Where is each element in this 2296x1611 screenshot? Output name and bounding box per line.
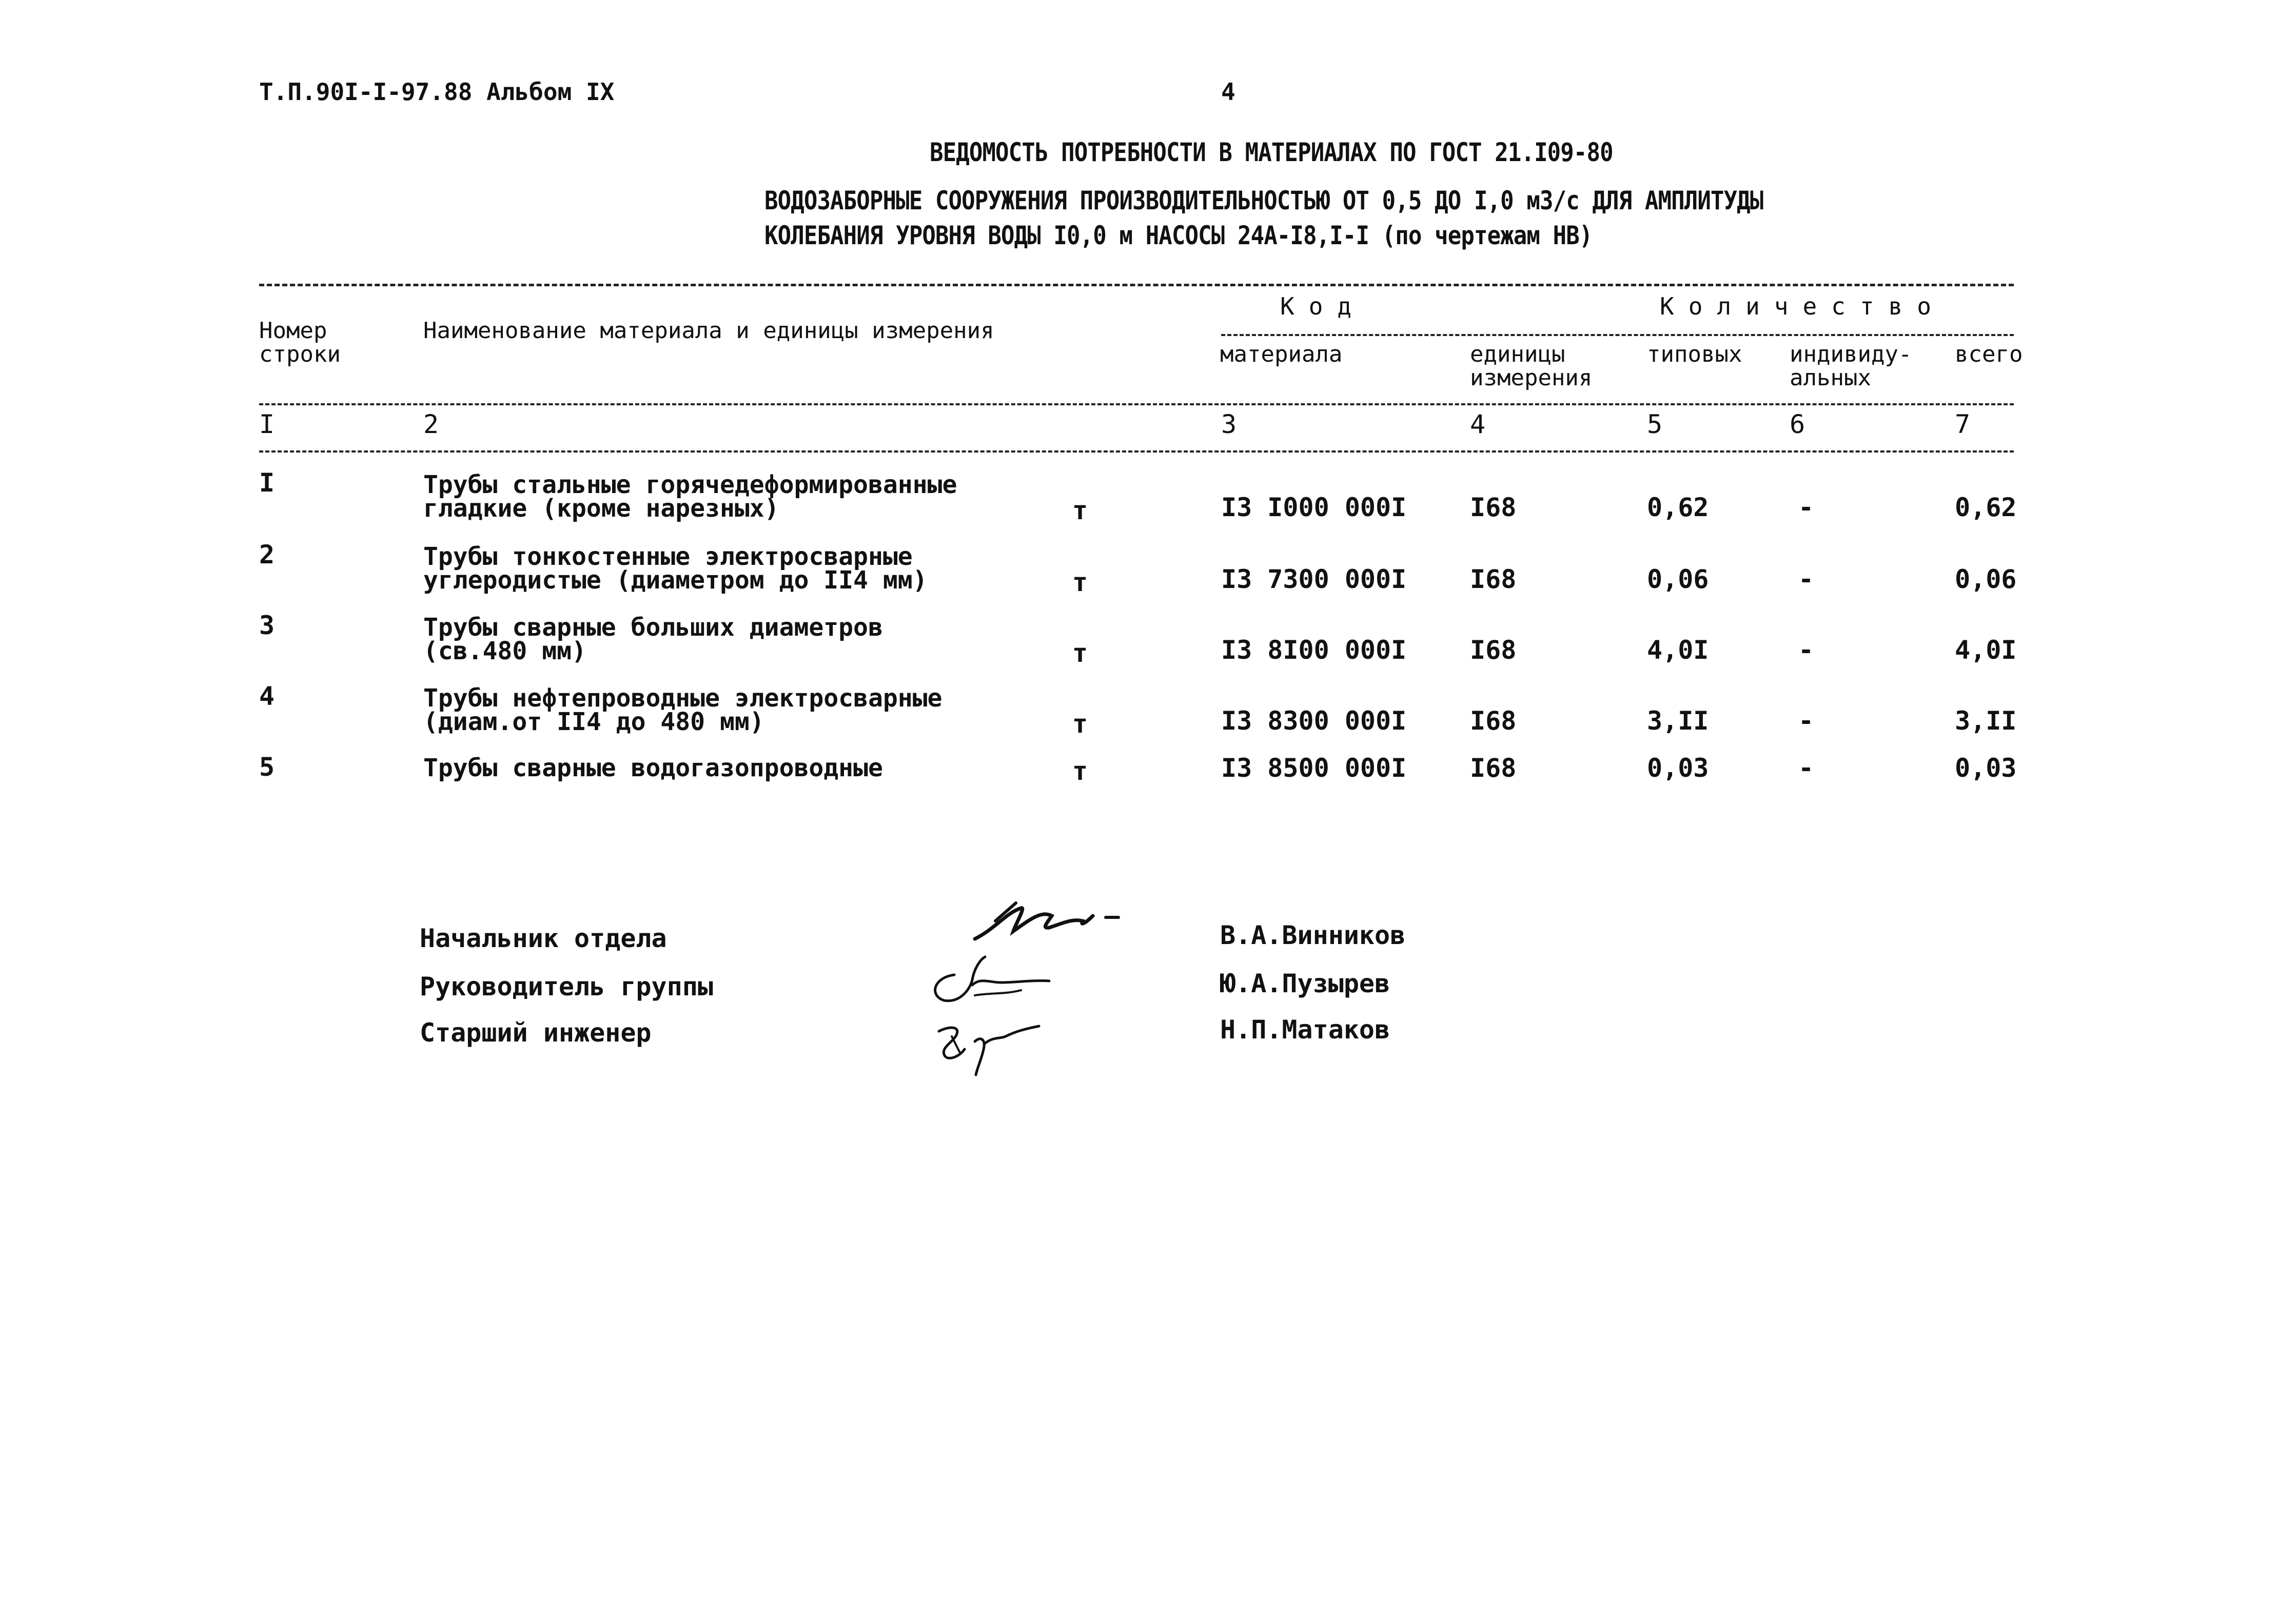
handwritten-signature-1: [965, 893, 1139, 949]
material-name-line2: (диам.от II4 до 480 мм): [423, 708, 764, 736]
material-name-line2: (св.480 мм): [423, 637, 586, 665]
signature-role: Старший инженер: [420, 1018, 652, 1048]
header-row-number-line2: строки: [259, 341, 341, 367]
header-qty-individual-line2: альных: [1790, 365, 1871, 391]
header-code-material: материала: [1220, 341, 1343, 367]
material-code: I3 I000 000I: [1221, 493, 1407, 522]
material-name-line1: Трубы тонкостенные электросварные: [423, 542, 913, 571]
document-reference: Т.П.90I-I-97.88 Альбом IX: [259, 78, 615, 106]
qty-individual: -: [1798, 564, 1814, 594]
handwritten-signature-3: [929, 1016, 1062, 1083]
material-name-line1: Трубы нефтепроводные электросварные: [423, 684, 943, 713]
material-code: I3 8300 000I: [1221, 706, 1407, 736]
material-name: [423, 613, 883, 665]
unit-code: I68: [1470, 635, 1517, 665]
qty-individual: -: [1798, 753, 1814, 783]
row-number: 2: [259, 540, 275, 569]
header-row-number: [259, 319, 341, 366]
unit-code: I68: [1470, 753, 1517, 783]
header-qty-individual-line1: индивиду-: [1790, 341, 1912, 367]
qty-typical: 0,03: [1647, 753, 1709, 783]
unit: т: [1072, 567, 1088, 597]
row-number: 3: [259, 611, 275, 640]
header-code-unit-line2: измерения: [1470, 365, 1593, 391]
handwritten-signature-2: [924, 954, 1077, 1016]
header-group-rule: [1221, 334, 2014, 336]
header-code-unit: [1470, 343, 1592, 390]
qty-individual: -: [1798, 493, 1814, 522]
material-name-line1: Трубы сварные водогазопроводные: [423, 754, 883, 782]
column-number: 3: [1221, 409, 1237, 439]
unit-code: I68: [1470, 564, 1517, 594]
qty-typical: 4,0I: [1647, 635, 1709, 665]
header-qty-total: всего: [1955, 341, 2023, 367]
header-qty-individual: [1790, 343, 1912, 390]
unit-code: I68: [1470, 493, 1517, 522]
qty-total: 0,03: [1955, 753, 2017, 783]
qty-individual: -: [1798, 706, 1814, 736]
header-qty-typical: типовых: [1647, 341, 1742, 367]
row-number: I: [259, 468, 275, 498]
material-code: I3 7300 000I: [1221, 564, 1407, 594]
signatory-name: Ю.А.Пузырев: [1220, 969, 1390, 998]
qty-typical: 0,62: [1647, 493, 1709, 522]
page-number: 4: [1221, 78, 1235, 106]
header-rule: [259, 403, 2014, 405]
unit: т: [1072, 496, 1088, 525]
signature-role: Начальник отдела: [420, 924, 667, 953]
document-subtitle-line1: ВОДОЗАБОРНЫЕ СООРУЖЕНИЯ ПРОИЗВОДИТЕЛЬНОСТЬЮ ОТ 0,5 ДО I,0 м3/с ДЛЯ АМПЛИТУДЫ: [764, 186, 1763, 215]
material-code: I3 8I00 000I: [1221, 635, 1407, 665]
column-number: 4: [1470, 409, 1486, 439]
table-top-rule: [259, 284, 2014, 286]
column-number: 6: [1790, 409, 1806, 439]
material-name: [423, 470, 957, 523]
qty-total: 3,II: [1955, 706, 2017, 736]
row-number: 5: [259, 752, 275, 782]
qty-individual: -: [1798, 635, 1814, 665]
column-number: 2: [423, 409, 439, 439]
signatory-name: В.А.Винников: [1220, 920, 1406, 950]
qty-typical: 0,06: [1647, 564, 1709, 594]
header-quantity-group: Количество: [1660, 292, 1946, 320]
material-name: [423, 686, 942, 734]
header-row-number-line1: Номер: [259, 318, 327, 344]
unit: т: [1072, 638, 1088, 668]
qty-total: 0,62: [1955, 493, 2017, 522]
unit-code: I68: [1470, 706, 1517, 736]
column-number: 7: [1955, 409, 1971, 439]
qty-total: 0,06: [1955, 564, 2017, 594]
header-code-unit-line1: единицы: [1470, 341, 1565, 367]
material-code: I3 8500 000I: [1221, 753, 1407, 783]
header-material-name: Наименование материала и единицы измерения: [423, 318, 994, 344]
signature-role: Руководитель группы: [420, 972, 713, 1001]
material-name: [423, 756, 883, 780]
document-title: ВЕДОМОСТЬ ПОТРЕБНОСТИ В МАТЕРИАЛАХ ПО ГОСТ 21.I09-80: [930, 137, 1613, 167]
column-number: I: [259, 409, 275, 439]
unit: т: [1072, 709, 1088, 739]
material-name-line2: углеродистые (диаметром до II4 мм): [423, 566, 928, 595]
material-name: [423, 542, 928, 595]
signatory-name: Н.П.Матаков: [1220, 1015, 1390, 1045]
qty-total: 4,0I: [1955, 635, 2017, 665]
row-number: 4: [259, 681, 275, 711]
material-name-line2: гладкие (кроме нарезных): [423, 494, 779, 523]
document-subtitle-line2: КОЛЕБАНИЯ УРОВНЯ ВОДЫ I0,0 м НАСОСЫ 24А-I8,I-I (по чертежам НВ): [764, 221, 1593, 250]
column-numbers-rule: [259, 450, 2014, 453]
unit: т: [1072, 756, 1088, 786]
column-number: 5: [1647, 409, 1663, 439]
qty-typical: 3,II: [1647, 706, 1709, 736]
material-name-line1: Трубы стальные горячедеформированные: [423, 470, 957, 499]
header-code-group: Код: [1280, 292, 1366, 320]
material-name-line1: Трубы сварные больших диаметров: [423, 613, 883, 642]
